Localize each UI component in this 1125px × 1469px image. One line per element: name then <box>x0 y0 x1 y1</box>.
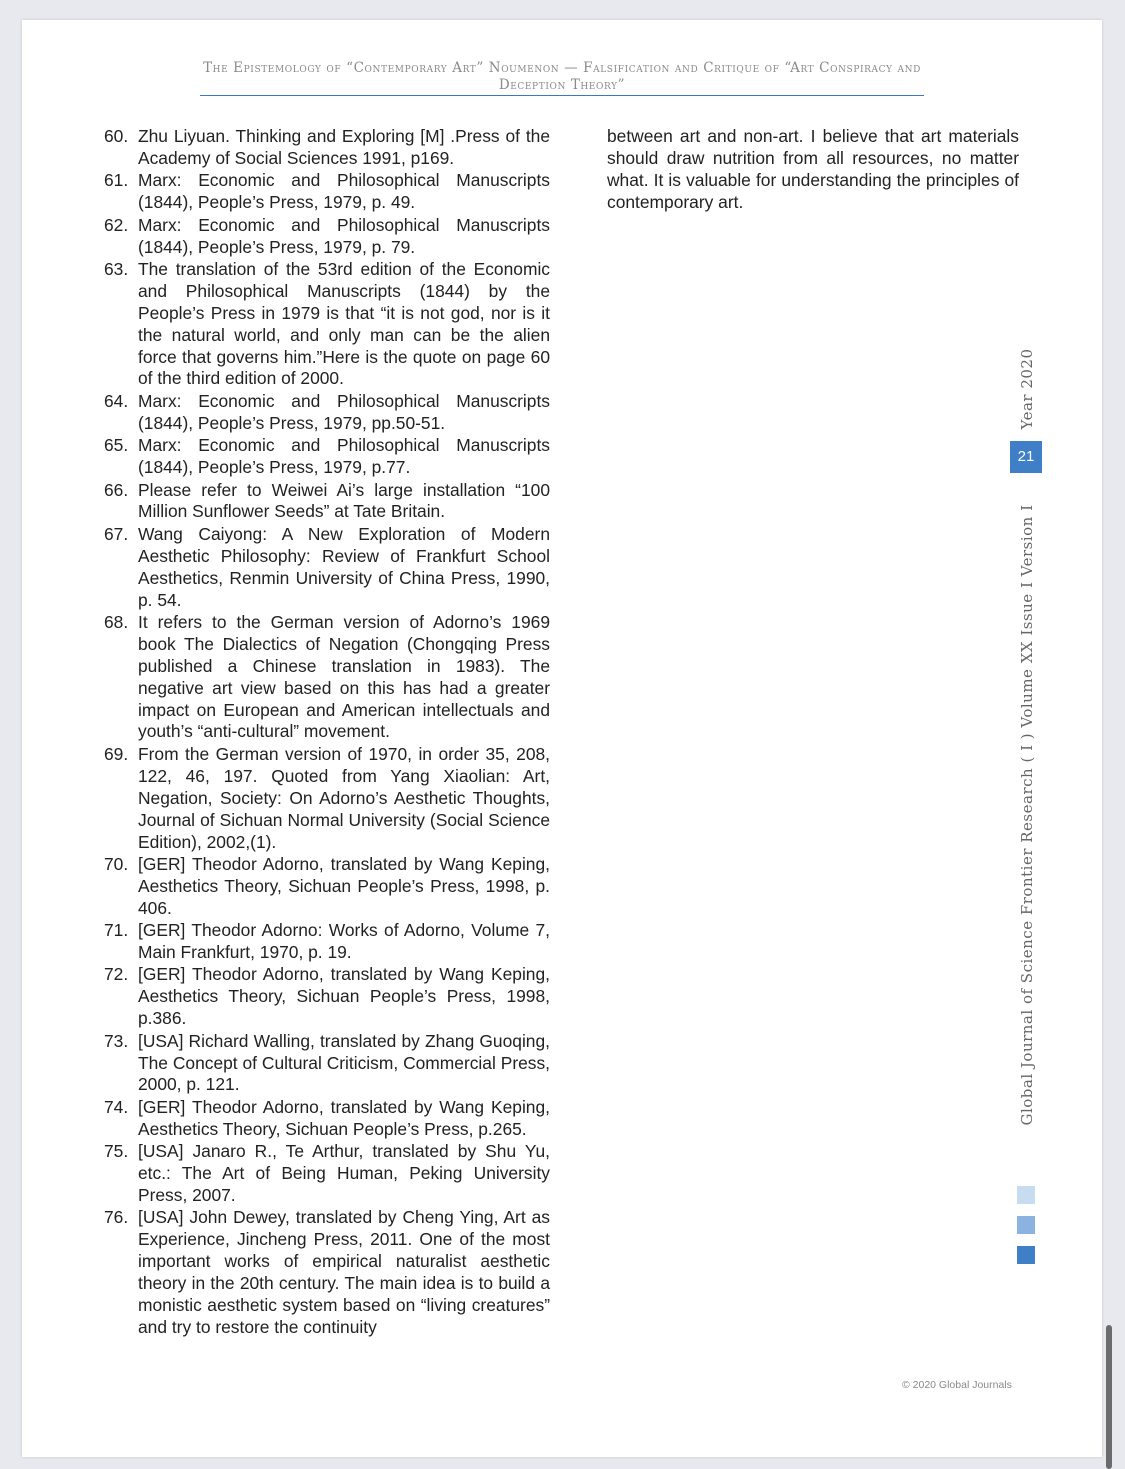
reference-number: 70. <box>104 853 129 874</box>
reference-text: [USA] Janaro R., Te Arthur, translated by Shu Yu, etc.: The Art of Being Human, Peking University Press, 2007. <box>138 1141 550 1205</box>
header-rule <box>200 95 924 96</box>
reference-item <box>104 215 550 259</box>
reference-number: 65. <box>104 435 129 456</box>
reference-item <box>104 1141 550 1207</box>
running-header <box>22 60 1102 94</box>
reference-number: 62. <box>104 214 129 235</box>
reference-text: [GER] Theodor Adorno, translated by Wang Keping, Aesthetics Theory, Sichuan People’s Press, 1998, p.386. <box>138 964 550 1029</box>
reference-list <box>104 126 550 1339</box>
decorative-square-dark <box>1017 1246 1035 1264</box>
reference-number: 72. <box>104 964 129 985</box>
reference-number: 63. <box>104 258 129 279</box>
reference-item <box>104 744 550 854</box>
reference-item <box>104 612 550 743</box>
reference-item <box>104 1097 550 1141</box>
reference-item <box>104 435 550 479</box>
reference-item <box>104 1031 550 1097</box>
reference-text: From the German version of 1970, in order 35, 208, 122, 46, 197. Quoted from Yang Xiaolian: Art, Negation, Society: On Adorno’s Aesthetic Thoughts, Journal of Sichuan Normal University (Social Science Edition), 2002,(1). <box>138 743 550 852</box>
page-number-badge: 21 <box>1010 441 1042 473</box>
reference-number: 76. <box>104 1207 129 1228</box>
reference-number: 64. <box>104 390 129 411</box>
reference-text: [GER] Theodor Adorno: Works of Adorno, Volume 7, Main Frankfurt, 1970, p. 19. <box>138 920 550 963</box>
reference-item <box>104 1207 550 1338</box>
reference-item <box>104 126 550 170</box>
reference-number: 67. <box>104 523 129 544</box>
reference-text: [USA] John Dewey, translated by Cheng Ying, Art as Experience, Jincheng Press, 2011. One of the most important works of empirical naturalist aesthetic theory in the 20th century. The main idea is to build a monistic aesthetic system based on “living creatures” and try to restore the continuity <box>138 1207 550 1337</box>
reference-number: 69. <box>104 743 129 764</box>
reference-text: Marx: Economic and Philosophical Manuscripts (1844), People’s Press, 1979, pp.50-51. <box>138 390 550 433</box>
reference-text: [GER] Theodor Adorno, translated by Wang Keping, Aesthetics Theory, Sichuan People’s Press, 1998, p. 406. <box>138 853 550 918</box>
reference-text: [USA] Richard Walling, translated by Zhang Guoqing, The Concept of Cultural Criticism, Commercial Press, 2000, p. 121. <box>138 1030 550 1095</box>
reference-item <box>104 524 550 612</box>
reference-number: 60. <box>104 126 129 146</box>
decorative-square-mid <box>1017 1216 1035 1234</box>
reference-text: The translation of the 53rd edition of the Economic and Philosophical Manuscripts (1844) by the People’s Press in 1979 is that “it is not god, nor is it the natural world, and only man can be the alien force that governs him.”Here is the quote on page 60 of the third edition of 2000. <box>138 258 550 389</box>
reference-number: 73. <box>104 1030 129 1051</box>
reference-text: Please refer to Weiwei Ai’s large installation “100 Million Sunflower Seeds” at Tate Britain. <box>138 479 550 522</box>
copyright-footer: © 2020 Global Journals <box>902 1379 1012 1391</box>
reference-text: Zhu Liyuan. Thinking and Exploring [M] .Press of the Academy of Social Sciences 1991, p169. <box>138 126 550 168</box>
running-header-line-2: Deception Theory” <box>498 77 626 93</box>
reference-text: It refers to the German version of Adorno’s 1969 book The Dialectics of Negation (Chongqing Press published a Chinese translation in 1983). The negative art view based on this has had a greater impact on European and American intellectuals and youth’s “anti-cultural” movement. <box>138 611 550 742</box>
reference-number: 74. <box>104 1096 129 1117</box>
reference-text: Wang Caiyong: A New Exploration of Modern Aesthetic Philosophy: Review of Frankfurt School Aesthetics, Renmin University of China Press, 1990, p. 54. <box>138 523 550 610</box>
reference-text: Marx: Economic and Philosophical Manuscripts (1844), People’s Press, 1979, p. 79. <box>138 214 550 257</box>
journal-page <box>22 20 1102 1457</box>
reference-item <box>104 964 550 1030</box>
reference-number: 66. <box>104 479 129 500</box>
sidebar-journal-title: Global Journal of Science Frontier Research ( I ) Volume XX Issue I Version I <box>1018 504 1036 1126</box>
reference-text: [GER] Theodor Adorno, translated by Wang Keping, Aesthetics Theory, Sichuan People’s Press, p.265. <box>138 1096 550 1139</box>
reference-item <box>104 259 550 390</box>
reference-item <box>104 854 550 920</box>
reference-number: 75. <box>104 1141 129 1162</box>
continuation-paragraph: between art and non-art. I believe that art materials should draw nutrition from all resources, no matter what. It is valuable for understanding the principles of contemporary art. <box>607 126 1019 212</box>
reference-number: 71. <box>104 920 129 941</box>
decorative-square-light <box>1017 1186 1035 1204</box>
scrollbar-thumb[interactable] <box>1106 1325 1112 1469</box>
reference-text: Marx: Economic and Philosophical Manuscripts (1844), People’s Press, 1979, p.77. <box>138 435 550 478</box>
running-header-line-1: The Epistemology of “Contemporary Art” Noumenon — Falsification and Critique of “Art Conspiracy and <box>203 60 921 76</box>
reference-item <box>104 920 550 964</box>
reference-item <box>104 170 550 214</box>
reference-item <box>104 391 550 435</box>
reference-text: Marx: Economic and Philosophical Manuscripts (1844), People’s Press, 1979, p. 49. <box>138 170 550 213</box>
sidebar-year: Year 2020 <box>1018 348 1036 430</box>
reference-number: 61. <box>104 170 129 191</box>
reference-number: 68. <box>104 611 129 632</box>
reference-item <box>104 480 550 524</box>
